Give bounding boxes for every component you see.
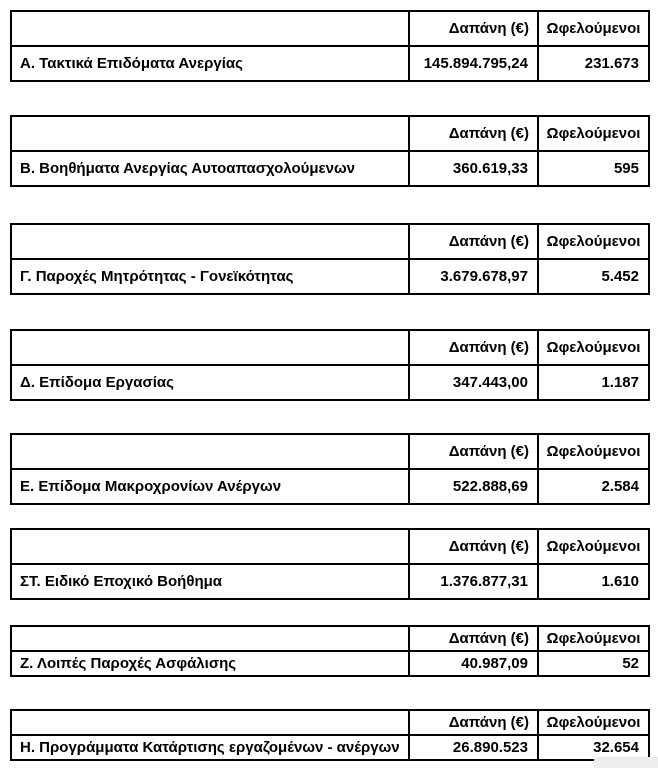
column-header-expense: Δαπάνη (€)	[409, 224, 538, 259]
beneficiaries-value: 595	[538, 151, 649, 186]
expense-value: 360.619,33	[409, 151, 538, 186]
column-header-beneficiaries: Ωφελούμενοι	[538, 434, 649, 469]
column-header-expense: Δαπάνη (€)	[409, 626, 538, 651]
beneficiaries-value: 5.452	[538, 259, 649, 294]
expense-value: 145.894.795,24	[409, 46, 538, 81]
column-header-beneficiaries: Ωφελούμενοι	[538, 116, 649, 151]
column-header-beneficiaries: Ωφελούμενοι	[538, 224, 649, 259]
empty-header-cell	[11, 710, 409, 735]
benefit-label: Ζ. Λοιπές Παροχές Ασφάλισης	[11, 651, 409, 676]
expense-value: 26.890.523	[409, 735, 538, 760]
expense-value: 40.987,09	[409, 651, 538, 676]
empty-header-cell	[11, 116, 409, 151]
column-header-expense: Δαπάνη (€)	[409, 529, 538, 564]
benefit-label: Ε. Επίδομα Μακροχρονίων Ανέργων	[11, 469, 409, 504]
beneficiaries-value: 52	[538, 651, 649, 676]
benefit-label: Δ. Επίδομα Εργασίας	[11, 365, 409, 400]
benefit-table-4	[10, 329, 650, 401]
benefit-label: Γ. Παροχές Μητρότητας - Γονεϊκότητας	[11, 259, 409, 294]
benefit-label: ΣΤ. Ειδικό Εποχικό Βοήθημα	[11, 564, 409, 599]
beneficiaries-value: 1.187	[538, 365, 649, 400]
column-header-beneficiaries: Ωφελούμενοι	[538, 11, 649, 46]
benefit-table-2	[10, 115, 650, 187]
empty-header-cell	[11, 626, 409, 651]
beneficiaries-value: 2.584	[538, 469, 649, 504]
empty-header-cell	[11, 224, 409, 259]
benefit-label: Η. Προγράμματα Κατάρτισης εργαζομένων - ανέργων	[11, 735, 409, 760]
benefit-table-3	[10, 223, 650, 295]
column-header-expense: Δαπάνη (€)	[409, 11, 538, 46]
empty-header-cell	[11, 529, 409, 564]
empty-header-cell	[11, 330, 409, 365]
beneficiaries-value: 32.654	[538, 735, 649, 760]
column-header-expense: Δαπάνη (€)	[409, 330, 538, 365]
column-header-beneficiaries: Ωφελούμενοι	[538, 529, 649, 564]
column-header-expense: Δαπάνη (€)	[409, 434, 538, 469]
expense-value: 347.443,00	[409, 365, 538, 400]
column-header-expense: Δαπάνη (€)	[409, 710, 538, 735]
beneficiaries-value: 231.673	[538, 46, 649, 81]
expense-value: 1.376.877,31	[409, 564, 538, 599]
benefit-table-5	[10, 433, 650, 505]
empty-header-cell	[11, 434, 409, 469]
column-header-beneficiaries: Ωφελούμενοι	[538, 626, 649, 651]
benefit-label: Α. Τακτικά Επιδόματα Ανεργίας	[11, 46, 409, 81]
corner-shadow-artifact	[594, 757, 658, 768]
benefit-label: Β. Βοηθήματα Ανεργίας Αυτοαπασχολούμενων	[11, 151, 409, 186]
benefit-table-1	[10, 10, 650, 82]
empty-header-cell	[11, 11, 409, 46]
column-header-expense: Δαπάνη (€)	[409, 116, 538, 151]
benefit-table-8	[10, 709, 650, 761]
benefit-table-6	[10, 528, 650, 600]
benefit-table-7	[10, 625, 650, 677]
expense-value: 522.888,69	[409, 469, 538, 504]
column-header-beneficiaries: Ωφελούμενοι	[538, 710, 649, 735]
column-header-beneficiaries: Ωφελούμενοι	[538, 330, 649, 365]
beneficiaries-value: 1.610	[538, 564, 649, 599]
expense-value: 3.679.678,97	[409, 259, 538, 294]
